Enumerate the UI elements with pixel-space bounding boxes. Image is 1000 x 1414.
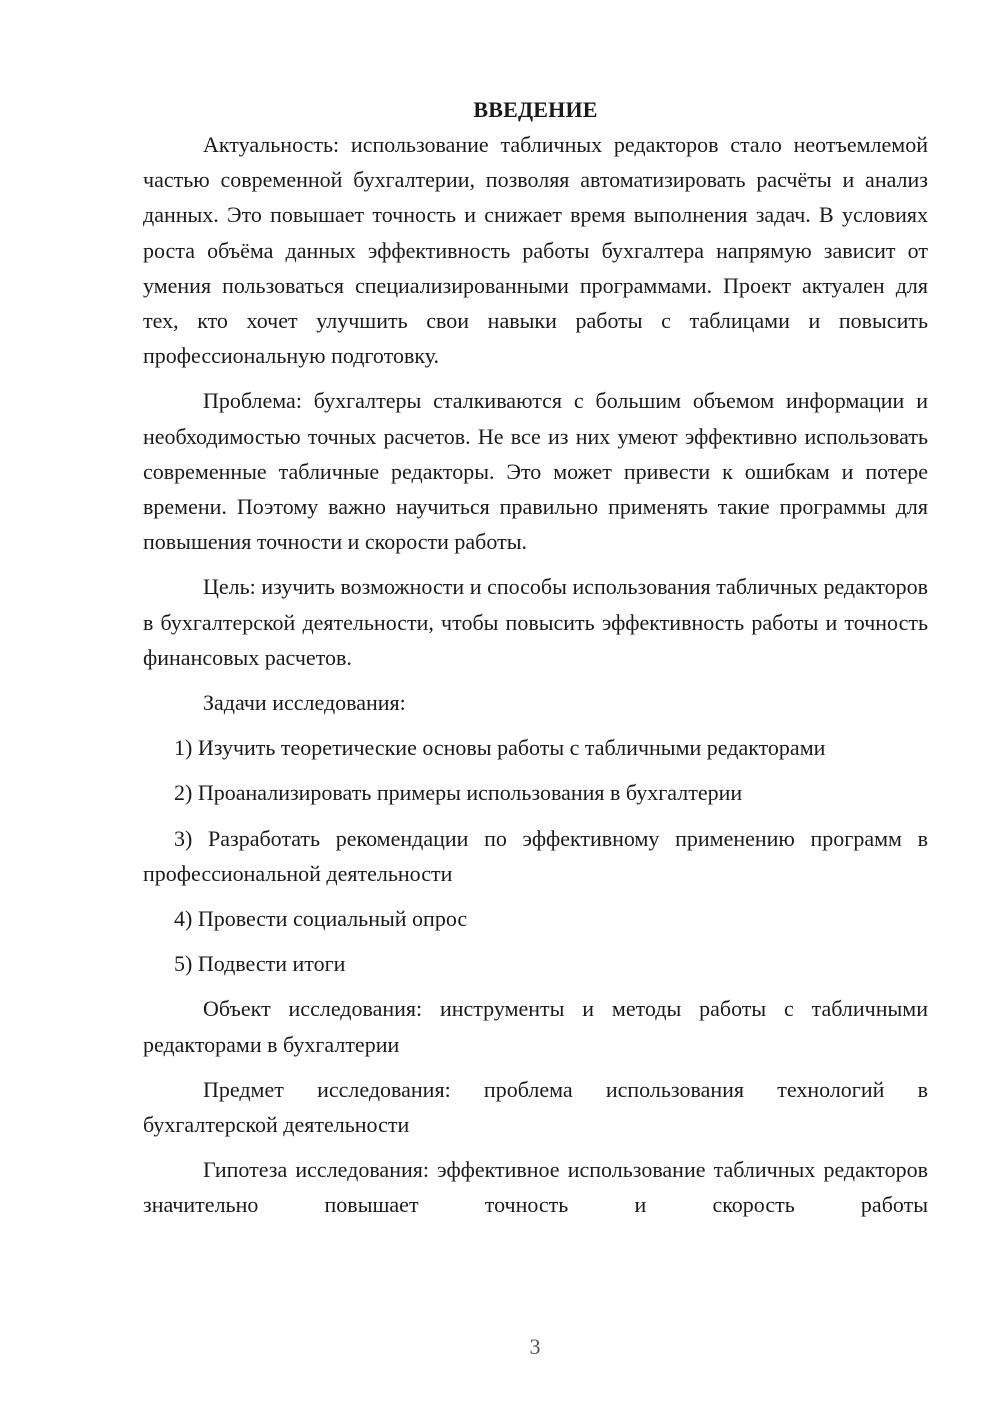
document-page <box>143 92 928 1223</box>
task-item-5: 5) Подвести итоги <box>174 951 346 977</box>
paragraph-tasks-heading: Задачи исследования: <box>203 690 406 716</box>
task-item-4: 4) Провести социальный опрос <box>174 906 468 932</box>
task-item-2: 2) Проанализировать примеры использования в бухгалтерии <box>174 780 743 806</box>
paragraph-hypothesis: Гипотеза исследования: эффективное использование табличных редакторов значительно повышает точность и скорость работы <box>143 1157 928 1218</box>
page-title: ВВЕДЕНИЕ <box>473 97 598 122</box>
paragraph-goal: Цель: изучить возможности и способы использования табличных редакторов в бухгалтерской деятельности, чтобы повысить эффективность работы и точность финансовых расчетов. <box>143 574 928 670</box>
paragraph-relevance: Актуальность: использование табличных редакторов стало неотъемлемой частью современной бухгалтерии, позволяя автоматизировать расчёты и анализ данных. Это повышает точность и снижает время выполнения задач. В условиях роста объёма данных эффективность работы бухгалтера напрямую зависит от умения пользоваться специализированными программами. Проект актуален для тех, кто хочет улучшить свои навыки работы с таблицами и повысить профессиональную подготовку. <box>143 132 928 369</box>
paragraph-problem: Проблема: бухгалтеры сталкиваются с большим объемом информации и необходимостью точных расчетов. Не все из них умеют эффективно использовать современные табличные редакторы. Это может привести к ошибкам и потере времени. Поэтому важно научиться правильно применять такие программы для повышения точности и скорости работы. <box>143 388 928 555</box>
task-item-1: 1) Изучить теоретические основы работы с табличными редакторами <box>174 735 826 761</box>
page-number: 3 <box>529 1334 541 1359</box>
paragraph-subject: Предмет исследования: проблема использования технологий в бухгалтерской деятельности <box>143 1076 928 1138</box>
paragraph-object: Объект исследования: инструменты и методы работы с табличными редакторами в бухгалтерии <box>143 996 928 1057</box>
task-item-3: 3) Разработать рекомендации по эффективному применению программ в профессиональной деятельности <box>143 825 928 886</box>
